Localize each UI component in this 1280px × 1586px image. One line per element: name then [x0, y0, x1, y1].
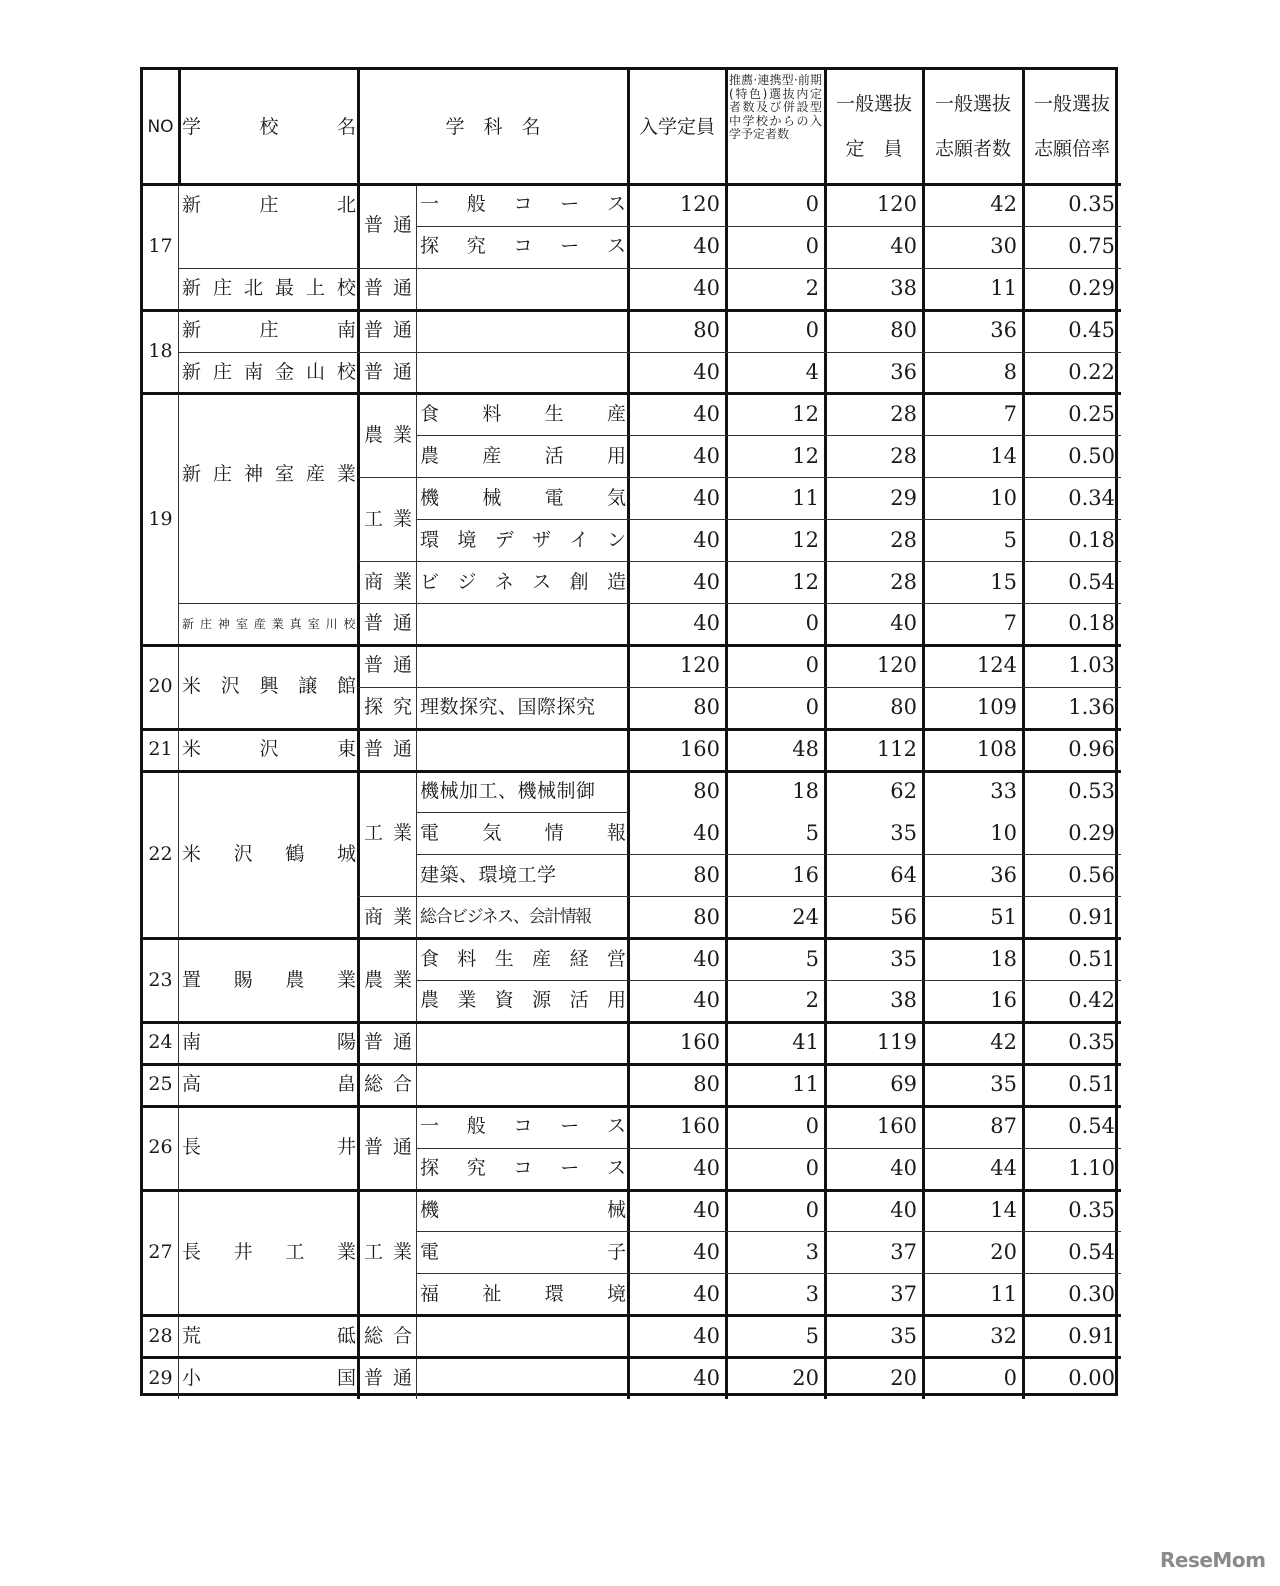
department-category: 工 業: [364, 507, 412, 530]
capacity-value: 40: [693, 401, 720, 426]
general-capacity-value: 80: [890, 318, 917, 343]
pre-admitted-value: 3: [805, 1281, 819, 1306]
department-category: 普 通: [364, 612, 412, 635]
school-name: 荒 砥: [182, 1324, 356, 1347]
grid-vline: [357, 70, 360, 1399]
applicants-value: 30: [990, 234, 1017, 259]
general-capacity-value: 36: [890, 360, 917, 385]
capacity-value: 80: [693, 862, 720, 887]
resemom-watermark: ReseMom: [1160, 1548, 1266, 1572]
row-number: 25: [148, 1073, 173, 1096]
ratio-value: 0.96: [1068, 737, 1115, 762]
header-no: NO: [147, 116, 174, 137]
pre-admitted-value: 0: [805, 1156, 819, 1181]
course-name: 農 業 資 源 活 用: [420, 989, 626, 1012]
capacity-value: 80: [693, 778, 720, 803]
grid-hline: [416, 226, 1121, 227]
grid-hline: [143, 1314, 1121, 1317]
course-name: [416, 1357, 628, 1399]
grid-hline: [358, 603, 416, 604]
ratio-value: 0.35: [1068, 192, 1115, 217]
header-general-applicants: [923, 70, 1023, 184]
grid-hline: [143, 1021, 1121, 1024]
pre-admitted-value: 5: [805, 820, 819, 845]
general-capacity-value: 37: [890, 1281, 917, 1306]
row-number: 17: [148, 235, 173, 258]
grid-hline: [143, 937, 1121, 940]
applicants-value: 10: [990, 485, 1017, 510]
applicants-value: 8: [1003, 360, 1017, 385]
ratio-value: 1.36: [1068, 695, 1115, 720]
course-name: 機 械: [420, 1198, 626, 1221]
applicants-value: 10: [990, 820, 1017, 845]
ratio-value: 0.29: [1068, 276, 1115, 301]
general-capacity-value: 40: [890, 234, 917, 259]
grid-hline: [143, 644, 1121, 647]
applicants-value: 7: [1003, 611, 1017, 636]
general-capacity-value: 37: [890, 1239, 917, 1264]
course-name: 建築、環境工学: [420, 863, 557, 886]
pre-admitted-value: 0: [805, 318, 819, 343]
applicants-value: 33: [990, 778, 1017, 803]
capacity-value: 80: [693, 904, 720, 929]
applicants-value: 14: [990, 443, 1017, 468]
school-name: 長 井: [182, 1136, 356, 1159]
general-capacity-value: 62: [890, 778, 917, 803]
ratio-value: 0.91: [1068, 1323, 1115, 1348]
applicants-value: 42: [990, 1030, 1017, 1055]
ratio-value: 0.00: [1068, 1365, 1115, 1390]
grid-vline: [627, 70, 630, 1399]
ratio-value: 1.03: [1068, 653, 1115, 678]
ratio-value: 0.50: [1068, 443, 1115, 468]
course-name: 電 気 情 報: [420, 821, 626, 844]
capacity-value: 40: [693, 1281, 720, 1306]
capacity-value: 40: [693, 1323, 720, 1348]
course-name: ビ ジ ネ ス 創 造: [420, 570, 626, 593]
grid-hline: [143, 392, 1121, 395]
general-capacity-value: 35: [890, 820, 917, 845]
department-category: 探 究: [364, 696, 412, 719]
applicants-value: 32: [990, 1323, 1017, 1348]
grid-hline: [416, 352, 1121, 353]
ratio-value: 0.53: [1068, 778, 1115, 803]
grid-hline: [416, 435, 1121, 436]
department-category: 農 業: [364, 968, 412, 991]
general-capacity-value: 38: [890, 988, 917, 1013]
grid-vline: [922, 70, 925, 1399]
grid-hline: [416, 1148, 1121, 1149]
header-general-capacity-bottom: 定 員: [845, 138, 903, 160]
general-capacity-value: 119: [876, 1030, 917, 1055]
header-general-ratio-top: 一般選抜: [1033, 93, 1110, 115]
capacity-value: 160: [679, 737, 720, 762]
department-category: 普 通: [364, 654, 412, 677]
course-name: 機械加工、機械制御: [420, 779, 596, 802]
grid-hline: [143, 309, 1121, 312]
applicants-value: 42: [990, 192, 1017, 217]
general-capacity-value: 40: [890, 611, 917, 636]
course-name: [416, 310, 628, 352]
school-name: 米 沢 鶴 城: [182, 842, 356, 865]
applicants-value: 5: [1003, 527, 1017, 552]
grid-hline: [358, 268, 416, 269]
ratio-value: 0.54: [1068, 1114, 1115, 1139]
general-capacity-value: 120: [876, 192, 917, 217]
header-general-ratio-bottom: 志願倍率: [1033, 138, 1110, 160]
applicants-value: 44: [990, 1156, 1017, 1181]
grid-hline: [178, 268, 358, 269]
course-name: 理数探究、国際探究: [420, 696, 596, 719]
row-number: 28: [148, 1324, 173, 1347]
applicants-value: 11: [990, 1281, 1017, 1306]
capacity-value: 40: [693, 988, 720, 1013]
department-category: 普 通: [364, 319, 412, 342]
capacity-value: 40: [693, 276, 720, 301]
school-name: 米 沢 興 譲 館: [182, 675, 356, 698]
grid-hline: [143, 1105, 1121, 1108]
ratio-value: 0.91: [1068, 904, 1115, 929]
pre-admitted-value: 0: [805, 653, 819, 678]
capacity-value: 160: [679, 1030, 720, 1055]
row-number: 18: [148, 340, 173, 363]
applicants-value: 124: [976, 653, 1017, 678]
pre-admitted-value: 12: [792, 527, 819, 552]
capacity-value: 40: [693, 820, 720, 845]
grid-hline: [143, 1356, 1121, 1359]
school-name: 新 庄 神 室 産 業: [182, 463, 356, 486]
header-general-capacity-top: 一般選抜: [835, 93, 912, 115]
capacity-value: 40: [693, 360, 720, 385]
course-name: [416, 1022, 628, 1064]
capacity-value: 80: [693, 1072, 720, 1097]
school-name: 小 国: [182, 1366, 356, 1389]
capacity-value: 40: [693, 527, 720, 552]
school-name: 新 庄 南: [182, 319, 356, 342]
pre-admitted-value: 12: [792, 401, 819, 426]
general-capacity-value: 28: [890, 401, 917, 426]
course-name: 探 究 コ ー ス: [420, 1157, 626, 1180]
general-capacity-value: 160: [876, 1114, 917, 1139]
school-name: 置 賜 農 業: [182, 968, 356, 991]
department-category: 総 合: [364, 1324, 412, 1347]
grid-hline: [358, 561, 416, 562]
pre-admitted-value: 5: [805, 1323, 819, 1348]
general-capacity-value: 112: [876, 737, 917, 762]
applicants-value: 35: [990, 1072, 1017, 1097]
general-capacity-value: 80: [890, 695, 917, 720]
pre-admitted-value: 12: [792, 443, 819, 468]
school-name: 米 沢 東: [182, 738, 356, 761]
grid-vline: [824, 70, 827, 1399]
capacity-value: 40: [693, 1365, 720, 1390]
header-general-applicants-top: 一般選抜: [934, 93, 1011, 115]
pre-admitted-value: 11: [792, 485, 819, 510]
applicants-value: 18: [990, 946, 1017, 971]
ratio-value: 0.56: [1068, 862, 1115, 887]
department-category: 商 業: [364, 570, 412, 593]
pre-admitted-value: 41: [792, 1030, 819, 1055]
grid-hline: [358, 896, 416, 897]
grid-vline: [178, 70, 181, 184]
ratio-value: 0.18: [1068, 611, 1115, 636]
admission-table: [140, 67, 1118, 1396]
capacity-value: 40: [693, 485, 720, 510]
school-name: 新 庄 北: [182, 194, 356, 216]
header-department-name: 学 科 名: [445, 115, 541, 138]
grid-vline: [416, 184, 417, 1399]
ratio-value: 0.35: [1068, 1197, 1115, 1222]
ratio-value: 0.35: [1068, 1030, 1115, 1055]
applicants-value: 15: [990, 569, 1017, 594]
grid-hline: [178, 352, 358, 353]
ratio-value: 0.54: [1068, 1239, 1115, 1264]
header-general-capacity: [825, 70, 923, 184]
course-name: [416, 729, 628, 771]
grid-hline: [358, 687, 416, 688]
department-category: 普 通: [364, 1366, 412, 1389]
school-name: 新 庄 南 金 山 校: [182, 361, 356, 384]
grid-hline: [416, 980, 1121, 981]
ratio-value: 0.45: [1068, 318, 1115, 343]
pre-admitted-value: 0: [805, 234, 819, 259]
general-capacity-value: 120: [876, 653, 917, 678]
department-category: 普 通: [364, 214, 412, 237]
course-name: 電 子: [420, 1240, 626, 1263]
applicants-value: 108: [976, 737, 1017, 762]
course-name: 一 般 コ ー ス: [420, 193, 626, 216]
ratio-value: 0.25: [1068, 401, 1115, 426]
general-capacity-value: 35: [890, 1323, 917, 1348]
header-capacity: 入学定員: [638, 115, 715, 138]
course-name: 環 境 デ ザ イ ン: [420, 528, 626, 551]
ratio-value: 0.75: [1068, 234, 1115, 259]
grid-hline: [416, 854, 1121, 855]
grid-hline: [416, 812, 628, 813]
applicants-value: 36: [990, 862, 1017, 887]
grid-hline: [416, 1273, 1121, 1274]
general-capacity-value: 69: [890, 1072, 917, 1097]
row-number: 26: [148, 1136, 173, 1159]
capacity-value: 40: [693, 1197, 720, 1222]
ratio-value: 0.42: [1068, 988, 1115, 1013]
pre-admitted-value: 4: [805, 360, 819, 385]
department-category: 普 通: [364, 1136, 412, 1159]
grid-hline: [143, 770, 1121, 773]
pre-admitted-value: 0: [805, 1114, 819, 1139]
school-name: 新 庄 神 室 産 業 真 室 川 校: [182, 616, 356, 631]
general-capacity-value: 64: [890, 862, 917, 887]
grid-hline: [143, 1189, 1121, 1192]
grid-hline: [416, 896, 1121, 897]
course-name: 食 料 生 産 経 営: [420, 947, 626, 970]
course-name: 農 産 活 用: [420, 444, 626, 467]
course-name: 総合ビジネス、会計情報: [420, 906, 591, 927]
capacity-value: 40: [693, 946, 720, 971]
grid-hline: [416, 603, 1121, 604]
pre-admitted-value: 12: [792, 569, 819, 594]
grid-hline: [416, 268, 1121, 269]
capacity-value: 80: [693, 318, 720, 343]
ratio-value: 0.51: [1068, 1072, 1115, 1097]
applicants-value: 0: [1003, 1365, 1017, 1390]
applicants-value: 20: [990, 1239, 1017, 1264]
course-name: 探 究 コ ー ス: [420, 235, 626, 258]
row-number: 19: [148, 507, 173, 530]
course-name: [416, 352, 628, 394]
capacity-value: 120: [679, 192, 720, 217]
grid-hline: [416, 1231, 1121, 1232]
ratio-value: 0.51: [1068, 946, 1115, 971]
general-capacity-value: 35: [890, 946, 917, 971]
course-name: 食 料 生 産: [420, 402, 626, 425]
grid-hline: [416, 477, 1121, 478]
general-capacity-value: 40: [890, 1197, 917, 1222]
ratio-value: 0.18: [1068, 527, 1115, 552]
general-capacity-value: 56: [890, 904, 917, 929]
course-name: 機 械 電 気: [420, 486, 626, 509]
capacity-value: 40: [693, 611, 720, 636]
row-number: 29: [148, 1366, 173, 1389]
grid-hline: [143, 1063, 1121, 1066]
department-category: 普 通: [364, 1031, 412, 1054]
school-name: 新 庄 北 最 上 校: [182, 277, 356, 300]
department-category: 商 業: [364, 905, 412, 928]
row-number: 21: [148, 738, 173, 761]
grid-vline: [1022, 70, 1025, 1399]
pre-admitted-value: 18: [792, 778, 819, 803]
department-category: 普 通: [364, 738, 412, 761]
general-capacity-value: 29: [890, 485, 917, 510]
department-category: 普 通: [364, 277, 412, 300]
applicants-value: 7: [1003, 401, 1017, 426]
general-capacity-value: 40: [890, 1156, 917, 1181]
row-number: 24: [148, 1031, 173, 1054]
course-name: 一 般 コ ー ス: [420, 1115, 626, 1138]
general-capacity-value: 28: [890, 443, 917, 468]
applicants-value: 14: [990, 1197, 1017, 1222]
general-capacity-value: 38: [890, 276, 917, 301]
ratio-value: 0.54: [1068, 569, 1115, 594]
ratio-value: 0.22: [1068, 360, 1115, 385]
header-school-name: 学 校 名: [182, 115, 356, 138]
pre-admitted-value: 20: [792, 1365, 819, 1390]
grid-hline: [358, 477, 416, 478]
pre-admitted-value: 0: [805, 695, 819, 720]
ratio-value: 0.30: [1068, 1281, 1115, 1306]
course-name: [416, 1315, 628, 1357]
applicants-value: 109: [976, 695, 1017, 720]
capacity-value: 40: [693, 234, 720, 259]
school-name: 南 陽: [182, 1031, 356, 1054]
header-pre-admitted: 推薦·連携型·前期(特色)選抜内定者数及び併設型中学校からの入学予定者数: [729, 73, 822, 141]
pre-admitted-value: 0: [805, 192, 819, 217]
applicants-value: 16: [990, 988, 1017, 1013]
capacity-value: 40: [693, 443, 720, 468]
grid-hline: [143, 183, 1121, 186]
course-name: [416, 603, 628, 645]
course-name: [416, 268, 628, 310]
pre-admitted-value: 0: [805, 1197, 819, 1222]
general-capacity-value: 28: [890, 527, 917, 552]
department-category: 総 合: [364, 1073, 412, 1096]
department-category: 普 通: [364, 361, 412, 384]
ratio-value: 0.29: [1068, 820, 1115, 845]
pre-admitted-value: 2: [805, 276, 819, 301]
row-number: 23: [148, 968, 173, 991]
capacity-value: 40: [693, 1239, 720, 1264]
pre-admitted-value: 0: [805, 611, 819, 636]
pre-admitted-value: 5: [805, 946, 819, 971]
header-general-applicants-bottom: 志願者数: [934, 138, 1011, 160]
pre-admitted-value: 11: [792, 1072, 819, 1097]
ratio-value: 1.10: [1068, 1156, 1115, 1181]
capacity-value: 160: [679, 1114, 720, 1139]
capacity-value: 120: [679, 653, 720, 678]
school-name: 長 井 工 業: [182, 1240, 356, 1263]
applicants-value: 11: [990, 276, 1017, 301]
pre-admitted-value: 48: [792, 737, 819, 762]
pre-admitted-value: 24: [792, 904, 819, 929]
applicants-value: 87: [990, 1114, 1017, 1139]
pre-admitted-value: 16: [792, 862, 819, 887]
grid-hline: [143, 728, 1121, 731]
capacity-value: 80: [693, 695, 720, 720]
capacity-value: 40: [693, 1156, 720, 1181]
department-category: 農 業: [364, 423, 412, 446]
grid-hline: [178, 603, 358, 604]
general-capacity-value: 28: [890, 569, 917, 594]
capacity-value: 40: [693, 569, 720, 594]
course-name: [416, 645, 628, 687]
pre-admitted-value: 2: [805, 988, 819, 1013]
row-number: 20: [148, 675, 173, 698]
header-general-ratio: [1023, 70, 1121, 184]
general-capacity-value: 20: [890, 1365, 917, 1390]
department-category: 工 業: [364, 1240, 412, 1263]
grid-hline: [416, 687, 1121, 688]
row-number: 27: [148, 1240, 173, 1263]
grid-vline: [725, 70, 728, 1399]
grid-hline: [416, 561, 1121, 562]
applicants-value: 36: [990, 318, 1017, 343]
row-number: 22: [148, 842, 173, 865]
pre-admitted-value: 3: [805, 1239, 819, 1264]
ratio-value: 0.34: [1068, 485, 1115, 510]
school-name: 高 畠: [182, 1073, 356, 1096]
department-category: 工 業: [364, 821, 412, 844]
grid-vline: [178, 184, 179, 1399]
course-name: 福 祉 環 境: [420, 1282, 626, 1305]
grid-hline: [416, 519, 1121, 520]
course-name: [416, 1064, 628, 1106]
applicants-value: 51: [990, 904, 1017, 929]
grid-hline: [358, 352, 416, 353]
